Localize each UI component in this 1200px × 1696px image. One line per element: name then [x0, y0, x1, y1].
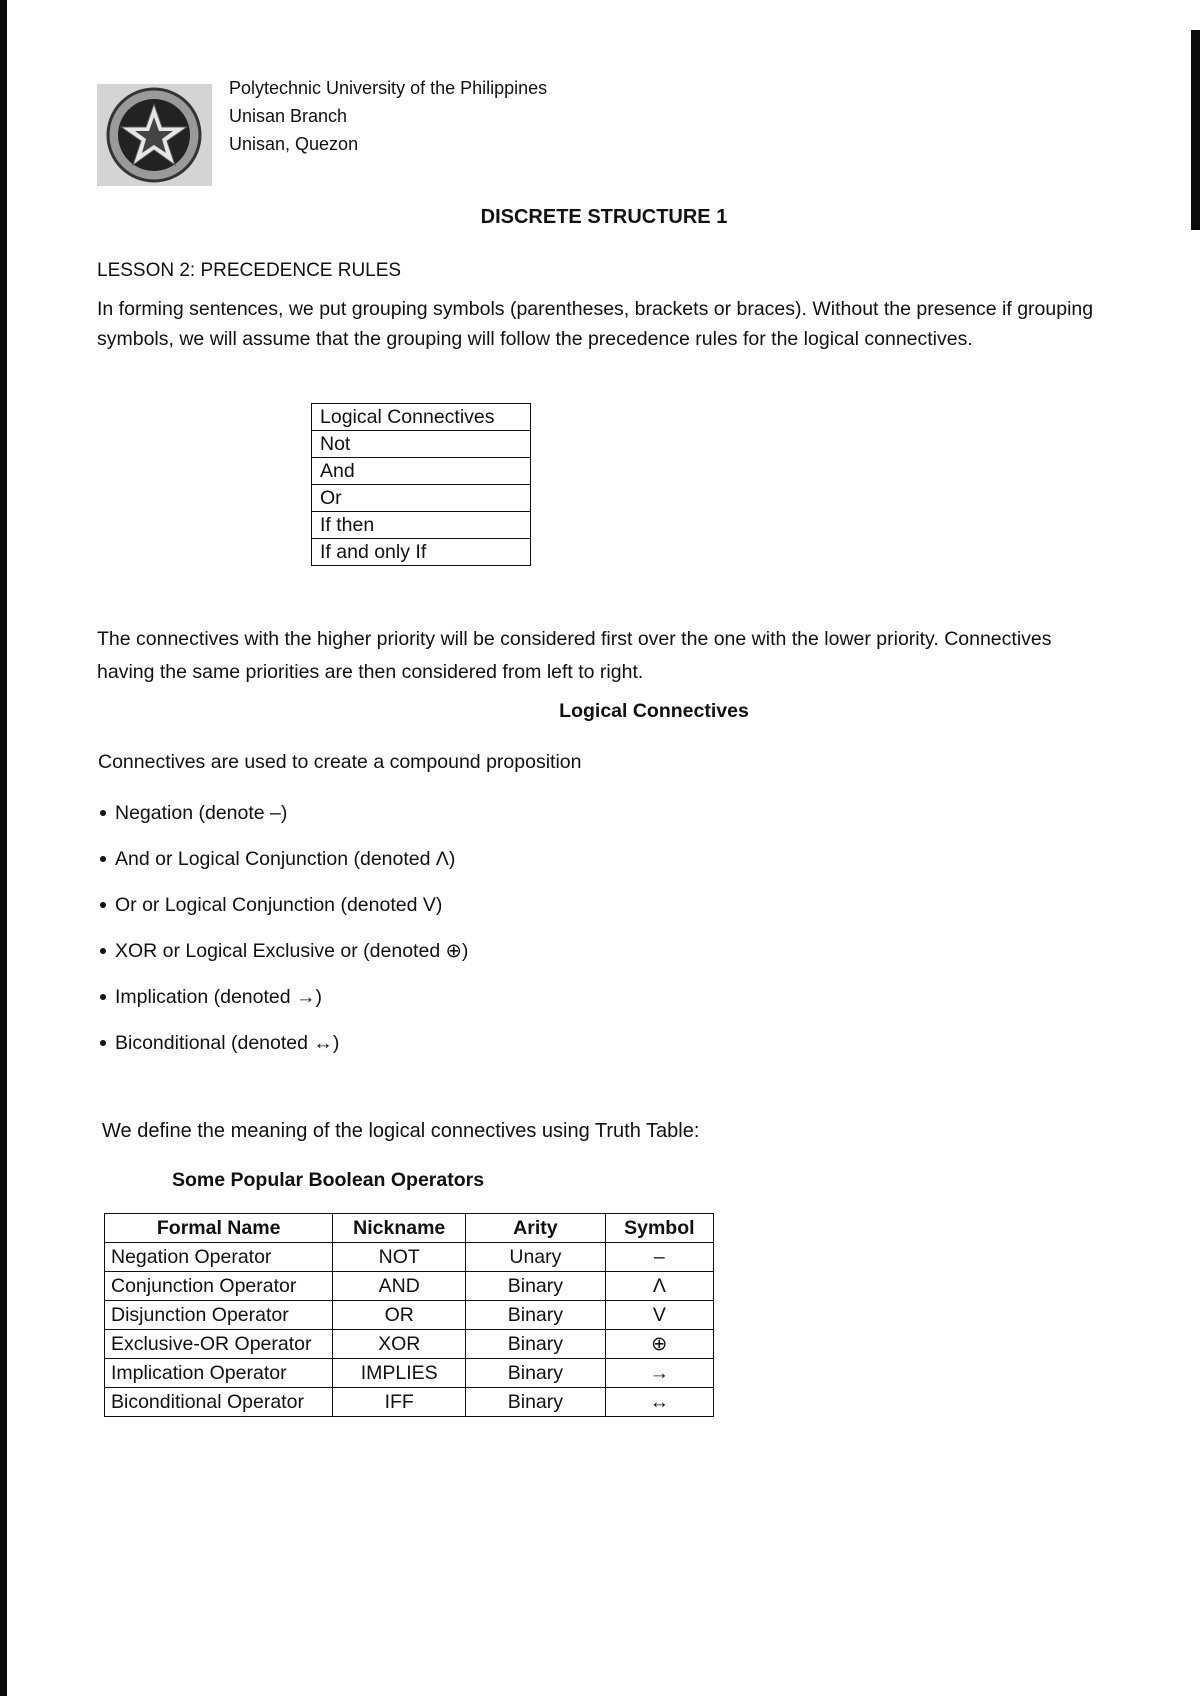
bullet-icon [100, 810, 106, 816]
course-title-row [0, 206, 1200, 229]
scan-edge-left [0, 0, 7, 1696]
lesson-title: LESSON 2: PRECEDENCE RULES [97, 260, 402, 281]
location-name: Unisan, Quezon [229, 134, 359, 154]
table-row: Disjunction Operator OR Binary V [105, 1301, 714, 1330]
precedence-row: If and only If [312, 539, 531, 566]
university-name: Polytechnic University of the Philippines [229, 78, 548, 98]
table-header-row [105, 1214, 714, 1243]
intro-paragraph: In forming sentences, we put grouping symbols (parentheses, brackets or braces). Without the presence if grouping symbols, we will assume that the grouping will follow the precedence rules for the logical connectives. [97, 298, 1094, 350]
list-item: Or or Logical Conjunction (denoted V) [100, 882, 468, 928]
course-title: DISCRETE STRUCTURE 1 [480, 206, 728, 228]
bullet-icon [100, 856, 106, 862]
list-item: Implication (denoted →) [100, 974, 468, 1020]
priority-paragraph: The connectives with the higher priority will be considered first over the one with the lower priority. Connectives having the same priorities are then considered from left to right. [97, 628, 1052, 683]
section-heading: Logical Connectives [559, 700, 749, 722]
connectives-intro: Connectives are used to create a compound proposition [98, 751, 582, 773]
table-row: Implication Operator IMPLIES Binary → [105, 1359, 714, 1388]
precedence-row: If then [312, 512, 531, 539]
list-item: XOR or Logical Exclusive or (denoted ⊕) [100, 928, 468, 974]
list-item: And or Logical Conjunction (denoted Λ) [100, 836, 468, 882]
list-item: Biconditional (denoted ↔) [100, 1020, 468, 1066]
precedence-row: Or [312, 485, 531, 512]
table-row: Conjunction Operator AND Binary Λ [105, 1272, 714, 1301]
bullet-icon [100, 948, 106, 954]
table-row: Negation Operator NOT Unary – [105, 1243, 714, 1272]
operators-heading: Some Popular Boolean Operators [172, 1169, 485, 1191]
branch-name: Unisan Branch [229, 106, 348, 126]
precedence-table-header: Logical Connectives [312, 404, 531, 431]
column-header: Formal Name [105, 1214, 333, 1243]
bullet-icon [100, 1040, 106, 1046]
bullet-icon [100, 994, 106, 1000]
list-item: Negation (denote –) [100, 790, 468, 836]
column-header: Arity [466, 1214, 606, 1243]
section-heading-row [0, 700, 1200, 723]
precedence-row: And [312, 458, 531, 485]
precedence-table [311, 403, 531, 566]
table-row: Exclusive-OR Operator XOR Binary ⊕ [105, 1330, 714, 1359]
bullet-icon [100, 902, 106, 908]
scan-edge-right [1191, 30, 1200, 230]
table-row: Biconditional Operator IFF Binary ↔ [105, 1388, 714, 1417]
university-seal-logo [97, 84, 212, 186]
precedence-row: Not [312, 431, 531, 458]
column-header: Symbol [605, 1214, 713, 1243]
truth-table-intro: We define the meaning of the logical connectives using Truth Table: [102, 1120, 700, 1142]
connectives-list [100, 790, 468, 1066]
document-header [229, 74, 547, 158]
column-header: Nickname [333, 1214, 466, 1243]
operators-table [104, 1213, 714, 1417]
